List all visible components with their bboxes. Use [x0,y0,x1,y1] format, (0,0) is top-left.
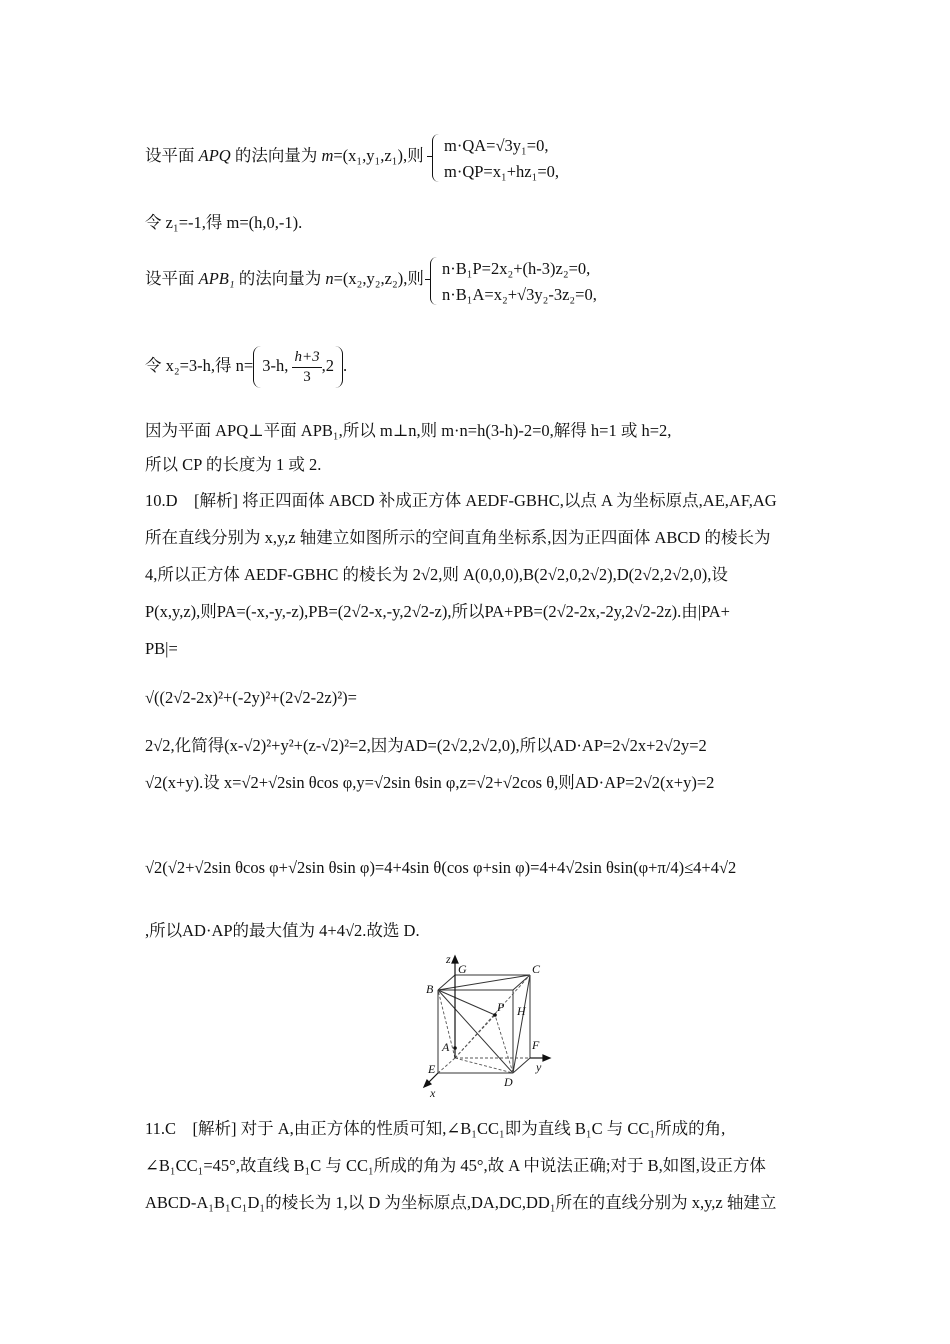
perpendicular-conclusion: 因为平面 APQ⊥平面 APB₁,所以 m⊥n,则 m·n=h(3-h)-2=0,解得 h=1 或 h=2, [145,421,672,440]
q10-line-5: PB|= [145,639,178,658]
q11-line-2: ∠B₁CC₁=45°,故直线 B₁C 与 CC₁所成的角为 45°,故 A 中说法正确;对于 B,如图,设正方体 [145,1156,766,1175]
vertex-label: F [532,1038,540,1052]
vertex-label: A [442,1040,450,1054]
vertex-label: P [497,1000,505,1014]
vertex-label: G [458,962,467,976]
q10-line-6: √((2√2-2x)²+(-2y)²+(2√2-2z)²)= [145,688,357,707]
q11-line-1: 11.C [解析] 对于 A,由正方体的性质可知,∠B₁CC₁即为直线 B₁C 与 CC₁所成的角, [145,1119,726,1138]
q10-line-2: 所在直线分别为 x,y,z 轴建立如图所示的空间直角坐标系,因为正四面体 ABCD 的棱长为 [145,528,771,547]
q10-line-10: ,所以AD·AP的最大值为 4+4√2.故选 D. [145,921,420,940]
q10-line-7: 2√2,化简得(x-√2)²+y²+(z-√2)²=2,因为AD=(2√2,2√2,0),所以AD·AP=2√2x+2√2y=2 [145,736,707,755]
vertex-label: H [517,1004,526,1018]
equation-row: n·B₁P=2x₂+(h-3)z₂=0, [442,259,591,278]
vertex-label: E [428,1062,436,1076]
plane-apb1-normal-intro: 设平面 APB₁ 的法向量为 n=(x₂,y₂,z₂),则 [145,269,424,288]
set-z1: 令 z₁=-1,得 m=(h,0,-1). [145,213,303,232]
q10-line-3: 4,所以正方体 AEDF-GBHC 的棱长为 2√2,则 A(0,0,0),B(2√2,0,2√2),D(2√2,2√2,0),设 [145,565,728,584]
equation-row: m·QP=x₁+hz₁=0, [444,162,560,181]
q10-line-4: P(x,y,z),则PA=(-x,-y,-z),PB=(2√2-x,-y,2√2-z),所以PA+PB=(2√2-2x,-2y,2√2-2z).由|PA+ [145,602,730,621]
vertex-label: B [426,982,434,996]
equation-row: n·B₁A=x₂+√3y₂-3z₂=0, [442,285,597,304]
vertex-label: D [504,1075,513,1089]
vertex-label: C [532,962,541,976]
equation-row: m·QA=√3y₁=0, [444,136,549,155]
q11-line-3: ABCD-A₁B₁C₁D₁的棱长为 1,以 D 为坐标原点,DA,DC,DD₁所在的直线分别为 x,y,z 轴建立 [145,1193,777,1212]
set-x2: 令 x₂=3-h,得 n= 3-h, $\frac{h+3}{3}$ ,2 . [145,343,347,389]
plane-apq-normal-intro: 设平面 APQ 的法向量为 m=(x₁,y₁,z₁),则 [145,146,424,165]
q10-line-8: √2(x+y).设 x=√2+√2sin θcos φ,y=√2sin θsin φ,z=√2+√2cos θ,则AD·AP=2√2(x+y)=2 [145,773,715,792]
q10-line-1: 10.D [解析] 将正四面体 ABCD 补成正方体 AEDF-GBHC,以点 A 为坐标原点,AE,AF,AG [145,491,777,510]
axis-label: z [446,953,451,966]
cp-length-result: 所以 CP 的长度为 1 或 2. [145,455,322,474]
q10-line-9: √2(√2+√2sin θcos φ+√2sin θsin φ)=4+4sin θ(cos φ+sin φ)=4+4√2sin θsin(φ+π/4)≤4+4√2 [145,858,737,877]
axis-label: x [430,1086,436,1100]
cube-coordinate-figure [420,953,560,1103]
fraction: $\frac{h+3}{3}$ [294,348,320,385]
axis-label: y [536,1060,542,1074]
